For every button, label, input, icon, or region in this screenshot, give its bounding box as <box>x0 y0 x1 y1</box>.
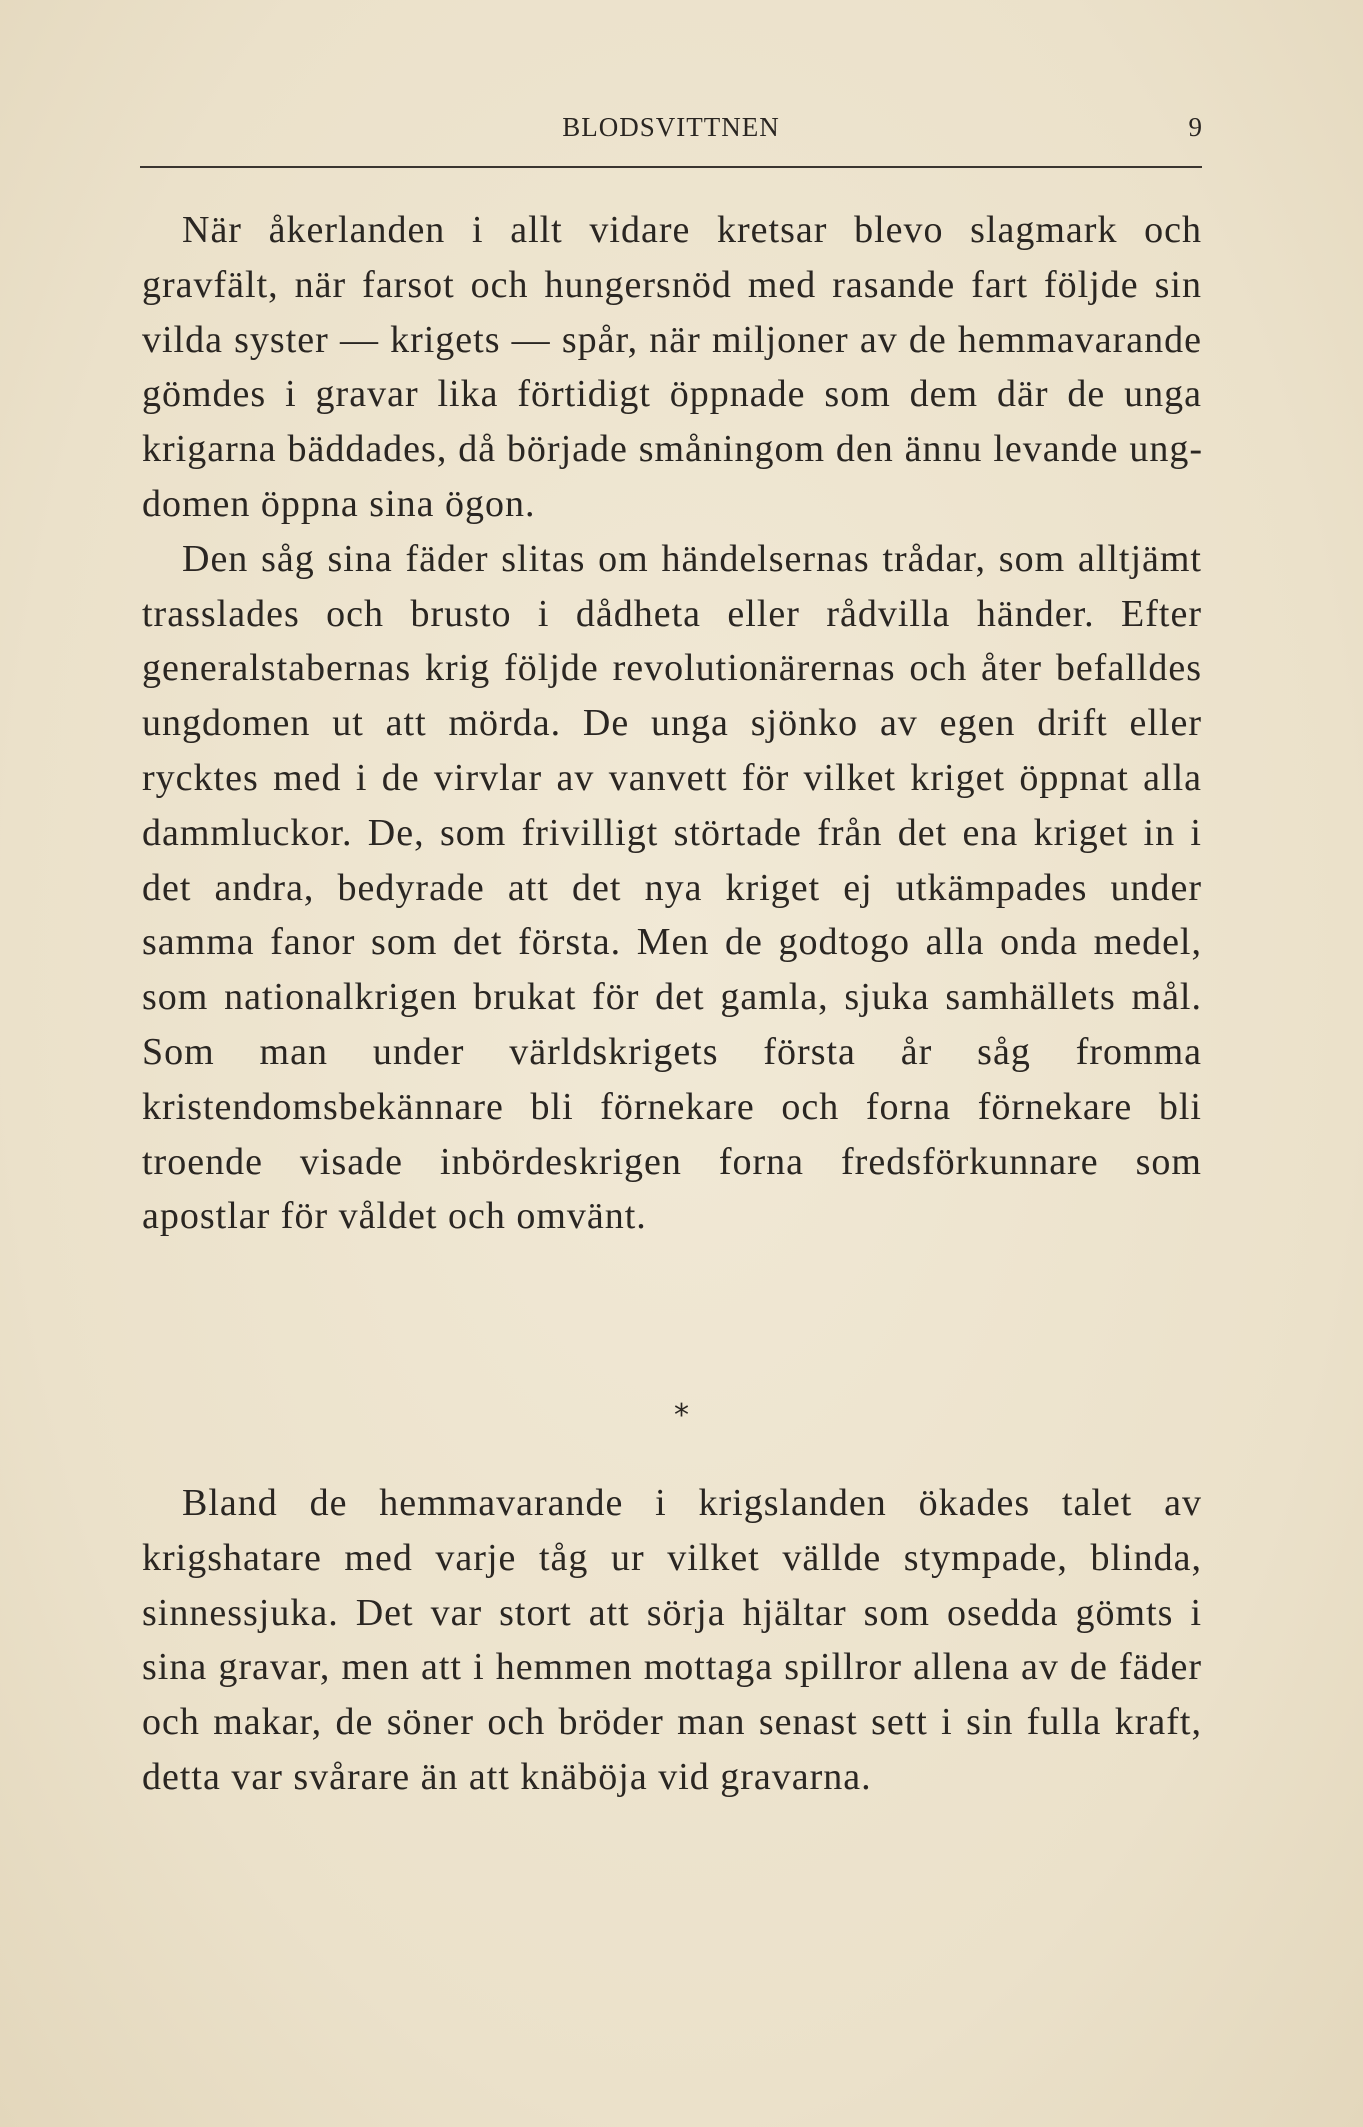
running-title: BLODSVITTNEN <box>562 112 780 142</box>
paragraph: Den såg sina fäder slitas om händelsernas trådar, som alltjämt trasslades och brusto i dådheta eller rådvilla händer. Efter generalstabernas krig följde revolutionärernas och åter befalldes ungdomen ut att mörda. De unga sjönko av egen drift eller rycktes med i de virvlar av vanvett för vilket kriget öppnat alla dammluckor. De, som frivilligt störtade från det ena kriget in i det andra, bedyrade att det nya kriget ej utkämpades under samma fanor som det första. Men de godtogo alla onda medel, som nationalkrigen brukat för det gamla, sjuka samhällets mål. Som man under världskrigets första år såg fromma kristendomsbekännare bli förnekare och forna förnekare bli troende visade inbördeskrigen forna fredsförkunnare som apostlar för våldet och omvänt. <box>142 537 1202 1238</box>
header-rule <box>140 166 1202 168</box>
section-2-body <box>142 1476 1202 1805</box>
paragraph: När åkerlanden i allt vidare kretsar blevo slagmark och gravfält, när farsot och hungersnöd med rasande fart följde sin vilda syster — krigets — spår, när miljoner av de hemmavarande gömdes i gravar lika förtidigt öppnade som dem där de unga krigarna bäddades, då började småningom den ännu levande ungdomen öppna sina ögon. <box>142 209 1202 525</box>
page-number: 9 <box>1188 112 1202 142</box>
running-header <box>140 110 1202 150</box>
paragraph: Bland de hemmavarande i krigslanden ökades talet av krigshatare med varje tåg ur vilket vällde stympade, blinda, sinnessjuka. Det var stort att sörja hjältar som osedda gömts i sina gravar, men att i hemmen mottaga spillror allena av de fäder och makar, de söner och bröder man senast sett i sin fulla kraft, detta var svårare än att knäböja vid gravarna. <box>142 1482 1202 1798</box>
section-1-body <box>142 203 1202 1244</box>
section-separator-asterisk: * <box>674 1398 689 1433</box>
